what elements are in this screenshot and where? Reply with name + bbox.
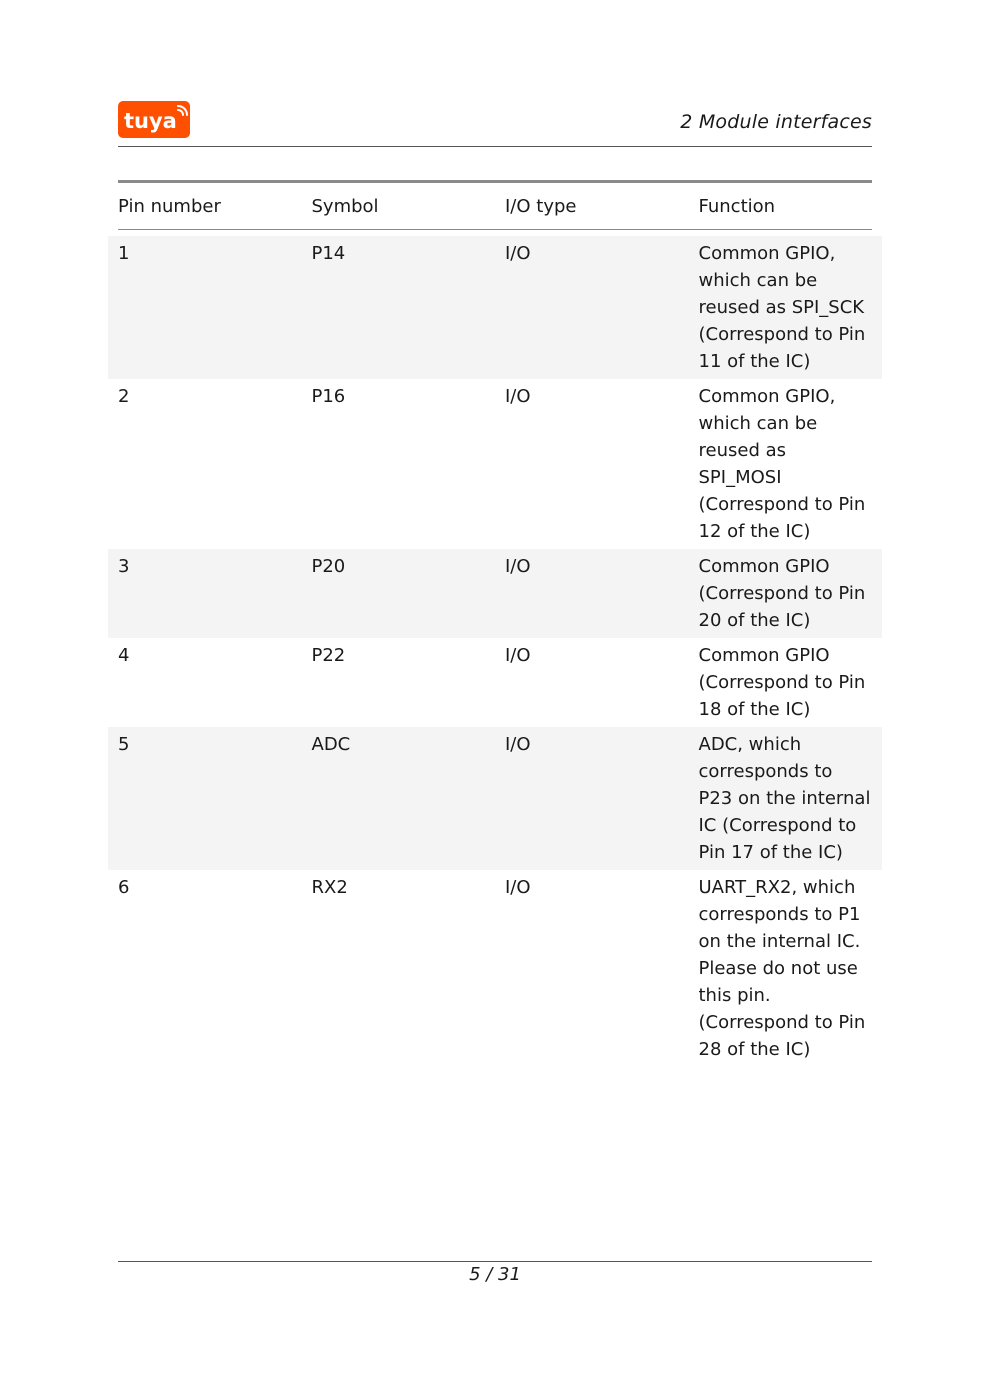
function-text-line: 11 of the IC) xyxy=(698,351,811,372)
symbol-cell: P14 xyxy=(311,243,346,264)
function-cell xyxy=(699,642,873,723)
pin-cell: 4 xyxy=(118,645,130,666)
wifi-signal-icon xyxy=(178,106,187,115)
function-cell xyxy=(699,553,873,634)
table-body xyxy=(108,236,882,1067)
tuya-logo xyxy=(118,101,190,138)
symbol-cell: P16 xyxy=(311,386,346,407)
function-text-line: ADC, which xyxy=(698,734,802,755)
pin-table xyxy=(108,180,882,1067)
io-type-cell: I/O xyxy=(505,556,531,577)
function-text-line: (Correspond to Pin xyxy=(698,672,866,693)
function-text-line: reused as xyxy=(698,440,786,461)
function-cell xyxy=(699,731,873,866)
function-text-line: (Correspond to Pin xyxy=(698,324,866,345)
function-text-line: (Correspond to Pin xyxy=(698,583,866,604)
section-title: 2 Module interfaces xyxy=(680,111,872,133)
function-text-line: UART_RX2, which xyxy=(698,877,856,898)
function-text-line: this pin. xyxy=(698,985,771,1006)
table-header xyxy=(108,183,882,229)
function-text-line: Common GPIO, xyxy=(698,386,836,407)
pin-cell: 1 xyxy=(118,243,130,264)
table-row xyxy=(108,638,882,727)
function-text-line: which can be xyxy=(698,413,818,434)
pin-cell: 6 xyxy=(118,877,130,898)
function-text-line: corresponds to xyxy=(698,761,833,782)
function-text-line: 12 of the IC) xyxy=(698,521,811,542)
function-cell xyxy=(699,240,873,375)
page-number: 5 / 31 xyxy=(469,1264,521,1285)
symbol-cell: RX2 xyxy=(311,877,348,898)
io-type-cell: I/O xyxy=(505,386,531,407)
footer-divider xyxy=(118,1261,872,1262)
function-text-line: 28 of the IC) xyxy=(698,1039,811,1060)
function-cell xyxy=(699,383,873,545)
function-cell xyxy=(699,874,873,1063)
column-header-pin-number: Pin number xyxy=(118,196,221,217)
io-type-cell: I/O xyxy=(505,734,531,755)
column-header-function: Function xyxy=(698,196,776,217)
function-text-line: reused as SPI_SCK xyxy=(698,297,865,318)
function-text-line: (Correspond to Pin xyxy=(698,494,866,515)
function-text-line: 20 of the IC) xyxy=(698,610,811,631)
function-text-line: Common GPIO xyxy=(698,556,830,577)
table-header-rule xyxy=(118,229,872,230)
function-text-line: P23 on the internal xyxy=(698,788,871,809)
symbol-cell: P22 xyxy=(311,645,346,666)
column-header-symbol: Symbol xyxy=(311,196,379,217)
function-text-line: Pin 17 of the IC) xyxy=(698,842,843,863)
io-type-cell: I/O xyxy=(505,877,531,898)
table-row xyxy=(108,870,882,1067)
function-text-line: corresponds to P1 xyxy=(698,904,861,925)
header-divider xyxy=(118,146,872,147)
pin-cell: 3 xyxy=(118,556,130,577)
table-row xyxy=(108,236,882,379)
function-text-line: on the internal IC. xyxy=(698,931,861,952)
symbol-cell: ADC xyxy=(311,734,351,755)
pin-cell: 2 xyxy=(118,386,130,407)
table-row xyxy=(108,727,882,870)
function-text-line: IC (Correspond to xyxy=(698,815,857,836)
function-text-line: 18 of the IC) xyxy=(698,699,811,720)
tuya-logo-mark xyxy=(118,101,190,138)
function-text-line: Common GPIO xyxy=(698,645,830,666)
function-text-line: which can be xyxy=(698,270,818,291)
function-text-line: Common GPIO, xyxy=(698,243,836,264)
function-text-line: (Correspond to Pin xyxy=(698,1012,866,1033)
function-text-line: SPI_MOSI xyxy=(698,467,782,488)
symbol-cell: P20 xyxy=(311,556,346,577)
table-row xyxy=(108,379,882,549)
io-type-cell: I/O xyxy=(505,645,531,666)
pin-cell: 5 xyxy=(118,734,130,755)
logo-wordmark: tuya xyxy=(124,109,177,133)
table-row xyxy=(108,549,882,638)
column-header-io-type: I/O type xyxy=(505,196,577,217)
function-text-line: Please do not use xyxy=(698,958,858,979)
io-type-cell: I/O xyxy=(505,243,531,264)
